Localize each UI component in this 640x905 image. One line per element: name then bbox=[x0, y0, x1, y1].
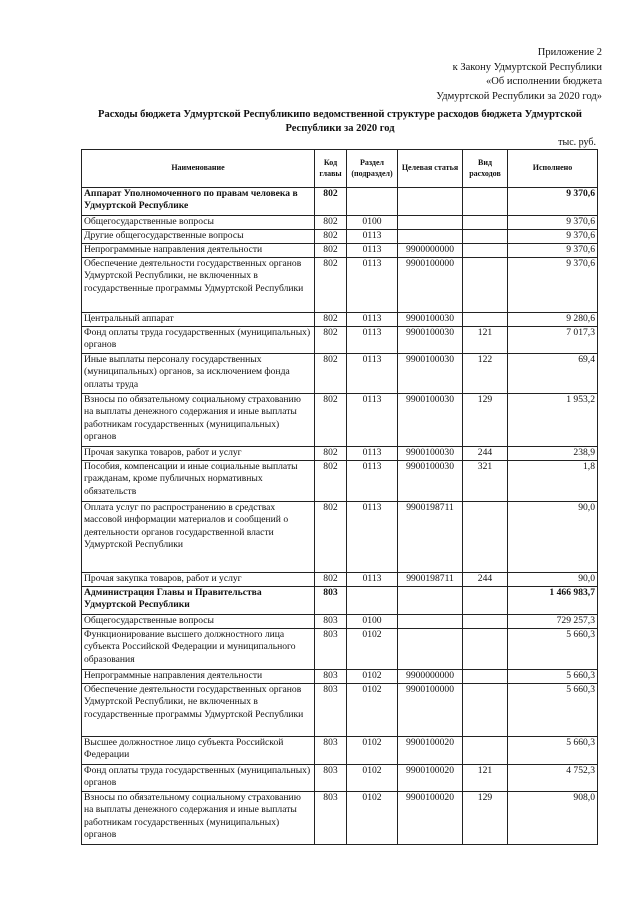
cell-executed: 1 466 983,7 bbox=[508, 587, 598, 615]
cell-name: Высшее должностное лицо субъекта Российской Федерации bbox=[82, 737, 315, 765]
table-row bbox=[82, 313, 598, 327]
cell-chapter: 803 bbox=[315, 765, 347, 792]
cell-type bbox=[463, 313, 508, 327]
table-row bbox=[82, 587, 598, 615]
cell-chapter: 802 bbox=[315, 216, 347, 230]
cell-type bbox=[463, 244, 508, 258]
table-row bbox=[82, 447, 598, 461]
cell-target: 9900100030 bbox=[398, 327, 463, 354]
cell-executed: 1,8 bbox=[508, 461, 598, 502]
table-row bbox=[82, 684, 598, 737]
table-row bbox=[82, 573, 598, 587]
cell-chapter: 803 bbox=[315, 792, 347, 845]
cell-name: Прочая закупка товаров, работ и услуг bbox=[82, 573, 315, 587]
cell-executed: 5 660,3 bbox=[508, 629, 598, 670]
cell-section: 0113 bbox=[347, 394, 398, 447]
cell-target bbox=[398, 230, 463, 244]
cell-section: 0113 bbox=[347, 327, 398, 354]
cell-section: 0100 bbox=[347, 615, 398, 629]
cell-target: 9900198711 bbox=[398, 502, 463, 573]
cell-section: 0113 bbox=[347, 313, 398, 327]
cell-chapter: 802 bbox=[315, 354, 347, 394]
header-executed: Исполнено bbox=[508, 150, 598, 188]
cell-executed: 9 370,6 bbox=[508, 258, 598, 313]
cell-chapter: 802 bbox=[315, 447, 347, 461]
cell-name: Аппарат Уполномоченного по правам человека в Удмуртской Республике bbox=[82, 188, 315, 216]
cell-chapter: 802 bbox=[315, 188, 347, 216]
header-target: Целевая статья bbox=[398, 150, 463, 188]
cell-type: 121 bbox=[463, 327, 508, 354]
cell-section: 0102 bbox=[347, 670, 398, 684]
cell-chapter: 803 bbox=[315, 629, 347, 670]
header-section: Раздел (подраздел) bbox=[347, 150, 398, 188]
cell-section: 0100 bbox=[347, 216, 398, 230]
cell-chapter: 803 bbox=[315, 684, 347, 737]
cell-chapter: 802 bbox=[315, 244, 347, 258]
cell-name: Обеспечение деятельности государственных органов Удмуртской Республики, не включенных в государственные программы Удмуртской Республики bbox=[82, 258, 315, 313]
appendix-line: Приложение 2 bbox=[537, 47, 602, 58]
cell-target: 9900100020 bbox=[398, 765, 463, 792]
cell-section: 0102 bbox=[347, 765, 398, 792]
cell-name: Пособия, компенсации и иные социальные выплаты гражданам, кроме публичных нормативных обязательств bbox=[82, 461, 315, 502]
cell-type: 129 bbox=[463, 792, 508, 845]
cell-chapter: 803 bbox=[315, 615, 347, 629]
cell-target: 9900100020 bbox=[398, 792, 463, 845]
units-label: тыс. руб. bbox=[558, 137, 596, 148]
cell-section: 0113 bbox=[347, 461, 398, 502]
appendix-header bbox=[302, 46, 602, 104]
cell-target: 9900100030 bbox=[398, 313, 463, 327]
cell-type: 244 bbox=[463, 573, 508, 587]
cell-name: Администрация Главы и Правительства Удмуртской Республики bbox=[82, 587, 315, 615]
cell-name: Общегосударственные вопросы bbox=[82, 615, 315, 629]
cell-target: 9900198711 bbox=[398, 573, 463, 587]
appendix-line: Удмуртской Республики за 2020 год» bbox=[436, 90, 602, 102]
cell-name: Центральный аппарат bbox=[82, 313, 315, 327]
cell-executed: 238,9 bbox=[508, 447, 598, 461]
cell-type: 129 bbox=[463, 394, 508, 447]
cell-target: 9900100020 bbox=[398, 737, 463, 765]
cell-section: 0102 bbox=[347, 629, 398, 670]
cell-name: Оплата услуг по распространению в средствах массовой информации материалов и сообщений о деятельности органов государственной власти Удмуртской Республики bbox=[82, 502, 315, 573]
cell-type bbox=[463, 587, 508, 615]
cell-chapter: 802 bbox=[315, 230, 347, 244]
cell-target: 9900000000 bbox=[398, 244, 463, 258]
cell-chapter: 802 bbox=[315, 313, 347, 327]
cell-chapter: 802 bbox=[315, 258, 347, 313]
cell-executed: 5 660,3 bbox=[508, 670, 598, 684]
table-row bbox=[82, 327, 598, 354]
cell-target: 9900100030 bbox=[398, 447, 463, 461]
cell-executed: 5 660,3 bbox=[508, 737, 598, 765]
cell-chapter: 803 bbox=[315, 737, 347, 765]
table-row bbox=[82, 737, 598, 765]
cell-chapter: 802 bbox=[315, 394, 347, 447]
cell-chapter: 802 bbox=[315, 502, 347, 573]
cell-section: 0113 bbox=[347, 244, 398, 258]
cell-section: 0113 bbox=[347, 447, 398, 461]
cell-executed: 69,4 bbox=[508, 354, 598, 394]
cell-name: Функционирование высшего должностного лица субъекта Российской Федерации и муниципального образования bbox=[82, 629, 315, 670]
cell-target: 9900100000 bbox=[398, 258, 463, 313]
cell-type bbox=[463, 615, 508, 629]
cell-chapter: 802 bbox=[315, 327, 347, 354]
cell-name: Другие общегосударственные вопросы bbox=[82, 230, 315, 244]
cell-type bbox=[463, 737, 508, 765]
table-row bbox=[82, 765, 598, 792]
cell-section: 0102 bbox=[347, 684, 398, 737]
cell-chapter: 802 bbox=[315, 573, 347, 587]
cell-executed: 729 257,3 bbox=[508, 615, 598, 629]
cell-executed: 5 660,3 bbox=[508, 684, 598, 737]
cell-type: 321 bbox=[463, 461, 508, 502]
table-row bbox=[82, 354, 598, 394]
cell-name: Непрограммные направления деятельности bbox=[82, 244, 315, 258]
appendix-line: к Закону Удмуртской Республики bbox=[452, 61, 602, 73]
cell-section: 0113 bbox=[347, 573, 398, 587]
cell-chapter: 802 bbox=[315, 461, 347, 502]
cell-section: 0113 bbox=[347, 230, 398, 244]
cell-target bbox=[398, 188, 463, 216]
cell-target: 9900100030 bbox=[398, 394, 463, 447]
table-row bbox=[82, 502, 598, 573]
cell-executed: 9 370,6 bbox=[508, 188, 598, 216]
cell-executed: 9 370,6 bbox=[508, 230, 598, 244]
cell-type bbox=[463, 258, 508, 313]
cell-section bbox=[347, 587, 398, 615]
cell-executed: 90,0 bbox=[508, 573, 598, 587]
cell-section: 0113 bbox=[347, 502, 398, 573]
cell-executed: 9 280,6 bbox=[508, 313, 598, 327]
cell-target bbox=[398, 615, 463, 629]
cell-type bbox=[463, 502, 508, 573]
cell-section: 0102 bbox=[347, 792, 398, 845]
cell-name: Взносы по обязательному социальному страхованию на выплаты денежного содержания и иные выплаты работникам государственных (муниципальных) органов bbox=[82, 394, 315, 447]
cell-executed: 7 017,3 bbox=[508, 327, 598, 354]
header-chapter: Код главы bbox=[315, 150, 347, 188]
header-type: Вид расходов bbox=[463, 150, 508, 188]
cell-type bbox=[463, 670, 508, 684]
cell-target: 9900100000 bbox=[398, 684, 463, 737]
cell-target: 9900100030 bbox=[398, 354, 463, 394]
table-row bbox=[82, 792, 598, 845]
cell-chapter: 803 bbox=[315, 587, 347, 615]
cell-type bbox=[463, 216, 508, 230]
table-row bbox=[82, 629, 598, 670]
table-row bbox=[82, 230, 598, 244]
cell-section bbox=[347, 188, 398, 216]
cell-type bbox=[463, 188, 508, 216]
cell-type bbox=[463, 684, 508, 737]
appendix-line: «Об исполнении бюджета bbox=[486, 76, 602, 87]
cell-name: Непрограммные направления деятельности bbox=[82, 670, 315, 684]
cell-chapter: 803 bbox=[315, 670, 347, 684]
cell-target bbox=[398, 216, 463, 230]
table-header-row bbox=[82, 150, 598, 188]
expenditure-table bbox=[81, 149, 598, 845]
cell-name: Общегосударственные вопросы bbox=[82, 216, 315, 230]
cell-target: 9900100030 bbox=[398, 461, 463, 502]
cell-target bbox=[398, 587, 463, 615]
table-row bbox=[82, 461, 598, 502]
table-row bbox=[82, 244, 598, 258]
table-body bbox=[82, 188, 598, 845]
table-row bbox=[82, 670, 598, 684]
cell-name: Иные выплаты персоналу государственных (муниципальных) органов, за исключением фонда оплаты труда bbox=[82, 354, 315, 394]
cell-type bbox=[463, 230, 508, 244]
table-row bbox=[82, 188, 598, 216]
cell-section: 0113 bbox=[347, 354, 398, 394]
cell-type: 121 bbox=[463, 765, 508, 792]
cell-type: 244 bbox=[463, 447, 508, 461]
cell-section: 0102 bbox=[347, 737, 398, 765]
document-title: Расходы бюджета Удмуртской Республикипо ведомственной структуре расходов бюджета Удмуртской Республики за 2020 год bbox=[98, 109, 582, 134]
cell-name: Обеспечение деятельности государственных органов Удмуртской Республики, не включенных в государственные программы Удмуртской Республики bbox=[82, 684, 315, 737]
table-row bbox=[82, 394, 598, 447]
cell-name: Взносы по обязательному социальному страхованию на выплаты денежного содержания и иные выплаты работникам государственных (муниципальных) органов bbox=[82, 792, 315, 845]
cell-type: 122 bbox=[463, 354, 508, 394]
cell-type bbox=[463, 629, 508, 670]
cell-executed: 908,0 bbox=[508, 792, 598, 845]
cell-executed: 90,0 bbox=[508, 502, 598, 573]
table-row bbox=[82, 216, 598, 230]
cell-name: Прочая закупка товаров, работ и услуг bbox=[82, 447, 315, 461]
cell-executed: 9 370,6 bbox=[508, 216, 598, 230]
cell-executed: 9 370,6 bbox=[508, 244, 598, 258]
table-row bbox=[82, 615, 598, 629]
cell-executed: 1 953,2 bbox=[508, 394, 598, 447]
cell-name: Фонд оплаты труда государственных (муниципальных) органов bbox=[82, 765, 315, 792]
cell-section: 0113 bbox=[347, 258, 398, 313]
cell-executed: 4 752,3 bbox=[508, 765, 598, 792]
cell-target bbox=[398, 629, 463, 670]
table-row bbox=[82, 258, 598, 313]
cell-name: Фонд оплаты труда государственных (муниципальных) органов bbox=[82, 327, 315, 354]
header-name: Наименование bbox=[82, 150, 315, 188]
cell-target: 9900000000 bbox=[398, 670, 463, 684]
